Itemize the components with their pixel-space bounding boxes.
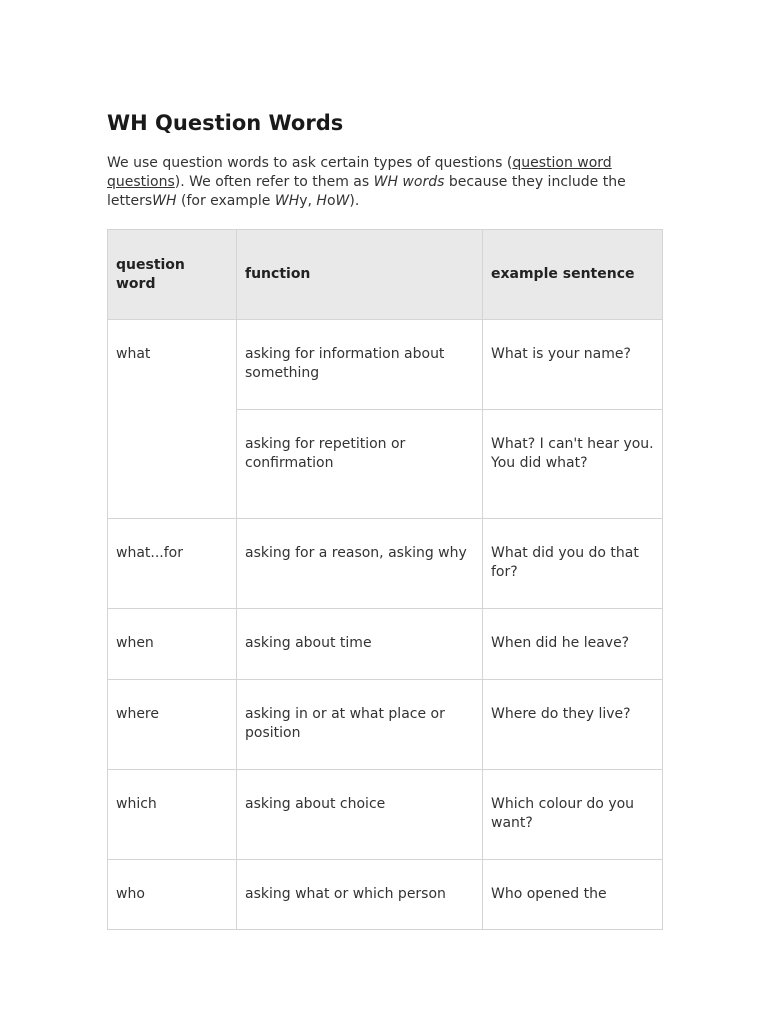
intro-paragraph xyxy=(107,154,657,211)
document-page xyxy=(107,108,661,902)
header-example-sentence: example sentence xyxy=(483,230,663,320)
cell-function: asking in or at what place or position xyxy=(237,680,483,770)
cell-function: asking about time xyxy=(237,609,483,680)
cell-example xyxy=(483,410,663,519)
cell-word: who xyxy=(108,860,237,930)
example-line: Who opened the xyxy=(491,886,607,902)
intro-text-4: (for example xyxy=(176,193,275,209)
cell-function: asking what or which person xyxy=(237,860,483,930)
table-row xyxy=(108,320,663,410)
cell-function: asking for repetition or confirmation xyxy=(237,410,483,519)
table-row xyxy=(108,860,663,930)
example-line: Which colour do you want? xyxy=(491,796,635,831)
example-line: When did he leave? xyxy=(491,635,630,651)
cell-function: asking for a reason, asking why xyxy=(237,519,483,609)
example-line: What did you do that for? xyxy=(491,545,639,580)
cell-word: what...for xyxy=(108,519,237,609)
cell-example xyxy=(483,519,663,609)
table-row xyxy=(108,609,663,680)
intro-text-3: because they include the letters xyxy=(107,174,626,209)
cell-example xyxy=(483,680,663,770)
table-row xyxy=(108,770,663,860)
cell-word: where xyxy=(108,680,237,770)
example-line: What? I can't hear you. xyxy=(491,436,654,452)
cell-word: which xyxy=(108,770,237,860)
header-question-word: question word xyxy=(108,230,237,320)
cell-example xyxy=(483,770,663,860)
example-line: You did what? xyxy=(491,455,588,471)
intro-em-why-wh: WH xyxy=(274,193,300,209)
cell-function: asking about choice xyxy=(237,770,483,860)
intro-text-1: We use question words to ask certain types of questions ( xyxy=(107,155,513,171)
cell-word: what xyxy=(108,320,237,519)
intro-text-6: o xyxy=(326,193,336,209)
intro-em-wh: WH xyxy=(152,193,177,209)
intro-text-2: ). We often refer to them as xyxy=(174,174,374,190)
question-word-questions-link[interactable]: question word questions xyxy=(107,155,612,190)
cell-example xyxy=(483,609,663,680)
intro-em-how-w: W xyxy=(335,193,350,209)
cell-word: when xyxy=(108,609,237,680)
intro-text-5: y, xyxy=(299,193,317,209)
wh-words-table xyxy=(107,229,663,930)
table-header-row xyxy=(108,230,663,320)
cell-example xyxy=(483,860,663,930)
example-line: Where do they live? xyxy=(491,706,631,722)
table-row xyxy=(108,680,663,770)
intro-text-7: ). xyxy=(349,193,360,209)
example-line: What is your name? xyxy=(491,346,631,362)
intro-em-how-h: H xyxy=(316,193,327,209)
intro-em-wh-words: WH words xyxy=(373,174,445,190)
page-title: WH Question Words xyxy=(107,111,344,135)
cell-function: asking for information about something xyxy=(237,320,483,410)
cell-example xyxy=(483,320,663,410)
table-row xyxy=(108,519,663,609)
header-function: function xyxy=(237,230,483,320)
